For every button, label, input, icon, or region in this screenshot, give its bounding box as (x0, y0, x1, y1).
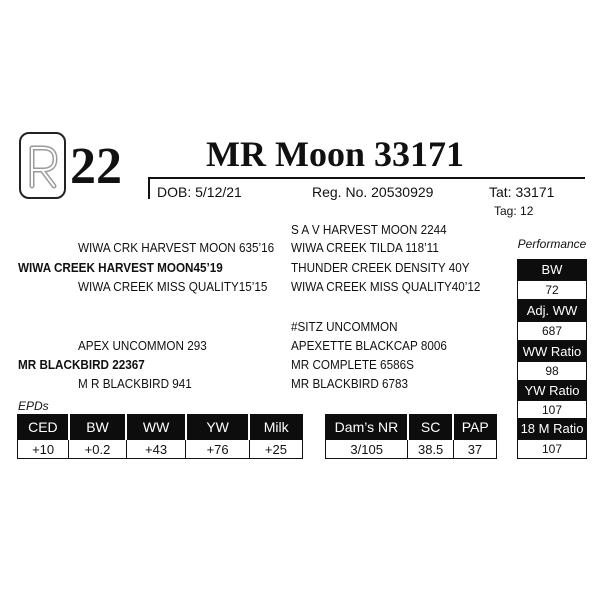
pedigree-dam-dam-sire: MR COMPLETE 6586S (291, 357, 414, 372)
epd-header-bw: BW (69, 415, 127, 440)
perf-label-adj-ww: Adj. WW (517, 300, 587, 321)
perf-value-ww-ratio: 98 (517, 361, 587, 381)
pedigree-dam-sire-sire: #SITZ UNCOMMON (291, 319, 398, 334)
epd-table (17, 414, 303, 459)
perf-label-bw: BW (517, 259, 587, 280)
perf-value-18m-ratio: 107 (517, 439, 587, 459)
registration-number: Reg. No. 20530929 (312, 184, 434, 200)
epd-value-ww: +43 (126, 440, 186, 459)
pedigree-dam-sire-dam: APEXETTE BLACKCAP 8006 (291, 338, 447, 353)
tag: Tag: 12 (494, 204, 534, 218)
epd-header-ww: WW (126, 415, 186, 440)
animal-name: MR Moon 33171 (206, 134, 464, 174)
epd-value-yw: +76 (186, 440, 249, 459)
r-logo-icon (25, 140, 61, 192)
epd-value-bw: +0.2 (69, 440, 127, 459)
pedigree-sire-dam-dam: WIWA CREEK MISS QUALITY40’12 (291, 279, 481, 294)
epd-header-ced: CED (18, 415, 69, 440)
dam-stats-table (325, 414, 497, 459)
pedigree-sire-sire-dam: WIWA CREEK TILDA 118’11 (291, 240, 439, 255)
pedigree-sire-dam-sire: THUNDER CREEK DENSITY 40Y (291, 260, 470, 275)
pedigree-sire-dam: WIWA CREEK MISS QUALITY15’15 (78, 279, 268, 294)
perf-label-yw-ratio: YW Ratio (517, 380, 587, 401)
dam-stats-header-pap: PAP (453, 415, 496, 440)
dam-stats-header-sc: SC (408, 415, 453, 440)
pedigree-sire-sire-sire: S A V HARVEST MOON 2244 (291, 222, 447, 237)
dam-stats-header-nr: Dam’s NR (326, 415, 408, 440)
dob: DOB: 5/12/21 (157, 184, 242, 200)
tattoo: Tat: 33171 (489, 184, 555, 200)
epd-value-milk: +25 (249, 440, 302, 459)
perf-label-ww-ratio: WW Ratio (517, 341, 587, 362)
pedigree-dam-dam-dam: MR BLACKBIRD 6783 (291, 376, 409, 391)
dam-stats-value-pap: 37 (453, 440, 496, 459)
header-divider (148, 177, 585, 179)
pedigree-dam-sire: APEX UNCOMMON 293 (78, 338, 207, 353)
lot-number: 22 (70, 138, 122, 195)
registry-logo (19, 132, 66, 199)
perf-label-18m-ratio: 18 M Ratio (517, 418, 587, 439)
dam-stats-value-nr: 3/105 (326, 440, 408, 459)
epd-header-yw: YW (186, 415, 249, 440)
pedigree-dam-dam: M R BLACKBIRD 941 (78, 376, 192, 391)
perf-value-adj-ww: 687 (517, 321, 587, 341)
dam-stats-value-sc: 38.5 (408, 440, 453, 459)
performance-title: Performance (517, 237, 587, 251)
pedigree-sire: WIWA CREEK HARVEST MOON45’19 (18, 260, 223, 275)
perf-value-bw: 72 (517, 280, 587, 300)
epd-header-milk: Milk (249, 415, 302, 440)
pedigree-sire-sire: WIWA CRK HARVEST MOON 635’16 (78, 240, 275, 255)
perf-value-yw-ratio: 107 (517, 400, 587, 420)
epd-value-ced: +10 (18, 440, 69, 459)
epds-title: EPDs (18, 399, 49, 413)
pedigree-dam: MR BLACKBIRD 22367 (18, 357, 145, 372)
header-divider-vertical (148, 177, 150, 199)
